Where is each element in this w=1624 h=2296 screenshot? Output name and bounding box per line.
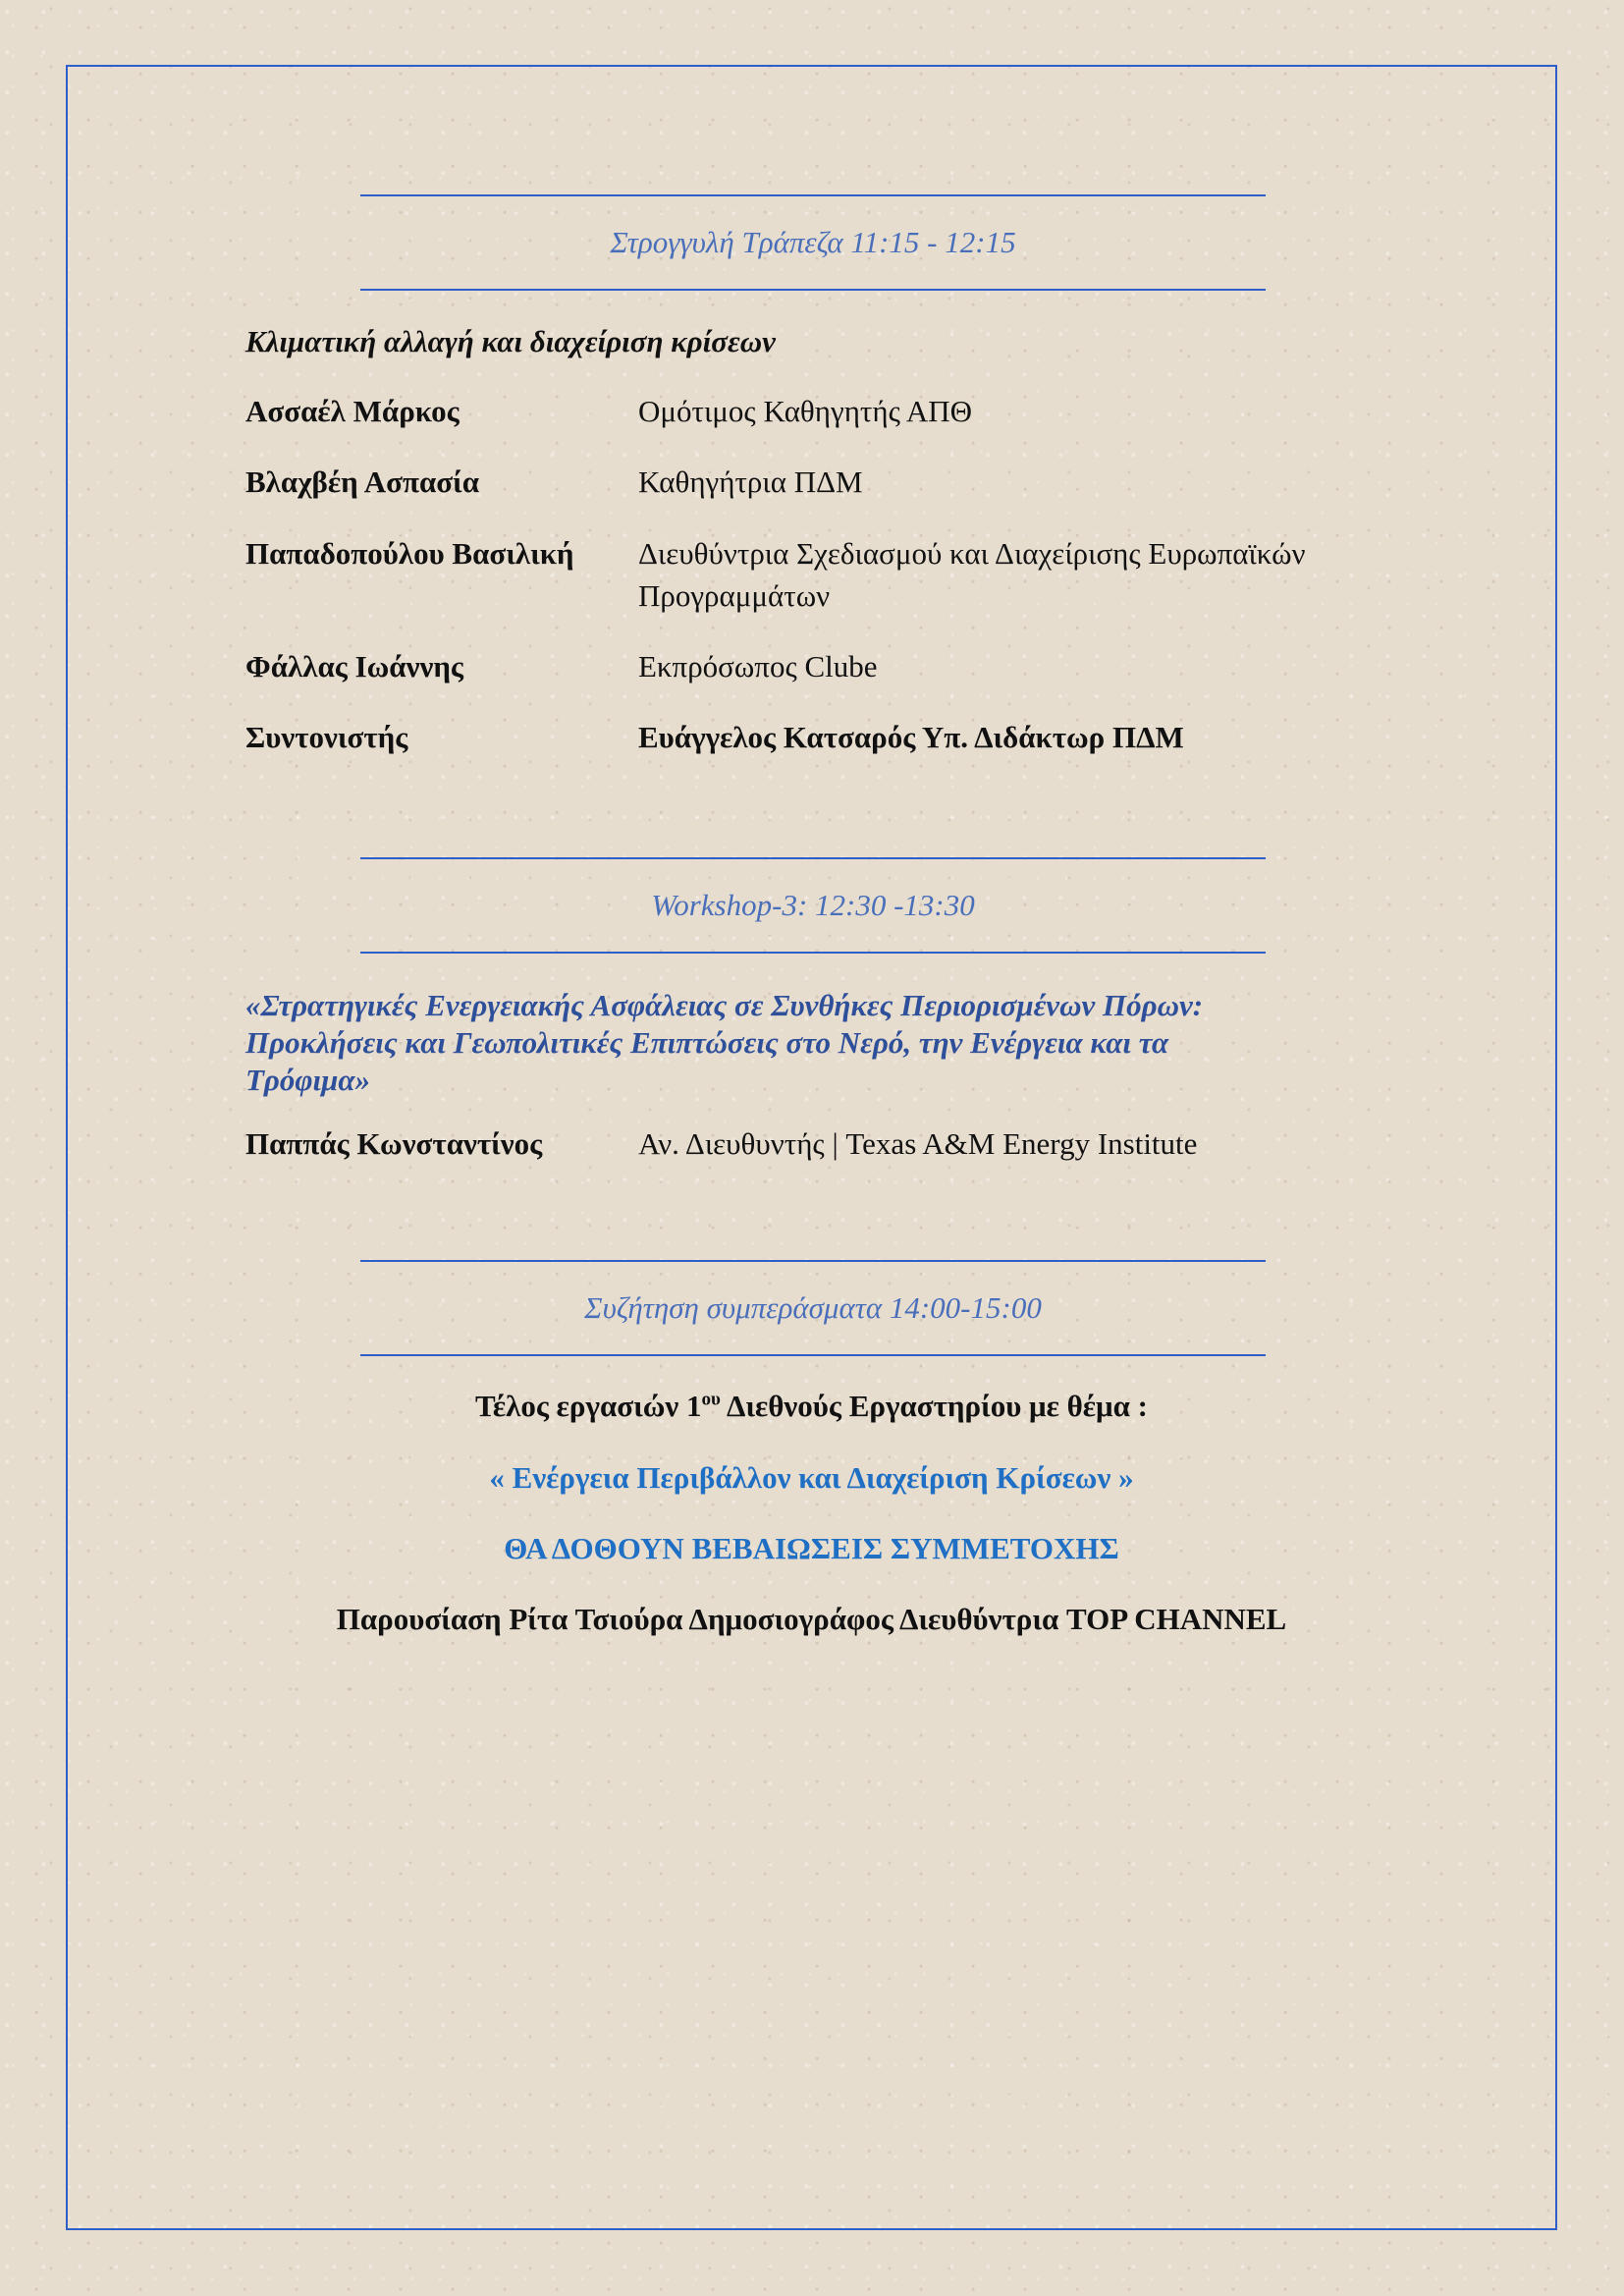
workshop-heading: Workshop-3: 12:30 -13:30 — [651, 888, 975, 922]
divider-bottom — [360, 1354, 1266, 1356]
divider-top — [360, 1260, 1266, 1262]
workshop-title-line-1: «Στρατηγικές Ενεργειακής Ασφάλειας σε Συνθήκες Περιορισμένων Πόρων: — [245, 988, 1204, 1022]
workshop-theme: « Ενέργεια Περιβάλλον και Διαχείριση Κρίσεων » — [489, 1460, 1134, 1495]
closing-heading: Συζήτηση συμπεράσματα 14:00-15:00 — [584, 1290, 1042, 1325]
participant-name: Παπαδοπούλου Βασιλική — [245, 536, 574, 571]
participant-role: Καθηγήτρια ΠΔΜ — [638, 465, 863, 499]
participant-name: Φάλλας Ιωάννης — [245, 649, 463, 683]
certificates-notice: ΘΑ ΔΟΘΟΥΝ ΒΕΒΑΙΩΣΕΙΣ ΣΥΜΜΕΤΟΧΗΣ — [504, 1531, 1119, 1565]
participant-role: Εκπρόσωπος Clube — [638, 649, 878, 683]
workshop-title-line-2: Προκλήσεις και Γεωπολιτικές Επιπτώσεις στο Νερό, την Ενέργεια και τα — [245, 1025, 1169, 1060]
roundtable-heading: Στρογγυλή Τράπεζα 11:15 - 12:15 — [610, 225, 1016, 259]
divider-top — [360, 194, 1266, 196]
presenter-line: Παρουσίαση Ρίτα Τσιούρα Δημοσιογράφος Διευθύντρια TOP CHANNEL — [336, 1602, 1287, 1636]
roundtable-topic: Κλιματική αλλαγή και διαχείριση κρίσεων — [245, 324, 776, 358]
ordinal-superscript: ου — [701, 1389, 721, 1410]
end-text-part-1: Τέλος εργασιών 1 — [474, 1389, 702, 1423]
participant-role: Ομότιμος Καθηγητής ΑΠΘ — [638, 394, 973, 428]
participant-role: Διευθύντρια Σχεδιασμού και Διαχείρισης Ευρωπαϊκών — [638, 536, 1306, 571]
divider-top — [360, 857, 1266, 859]
participant-role-continued: Προγραμμάτων — [638, 578, 831, 613]
workshop-title-line-3: Τρόφιμα» — [245, 1063, 371, 1097]
participant-name: Ασσαέλ Μάρκος — [245, 394, 460, 428]
speaker-role: Αν. Διευθυντής | Texas A&M Energy Institute — [638, 1126, 1198, 1161]
moderator-label: Συντονιστής — [245, 720, 408, 754]
speaker-name: Παππάς Κωνσταντίνος — [245, 1126, 543, 1161]
participant-name: Βλαχβέη Ασπασία — [245, 465, 480, 499]
divider-bottom — [360, 289, 1266, 291]
end-text-part-2: Διεθνούς Εργαστηρίου με θέμα : — [720, 1389, 1148, 1423]
divider-bottom — [360, 952, 1266, 954]
moderator-name: Ευάγγελος Κατσαρός Υπ. Διδάκτωρ ΠΔΜ — [638, 720, 1184, 754]
end-of-work-line — [245, 1389, 1378, 1424]
